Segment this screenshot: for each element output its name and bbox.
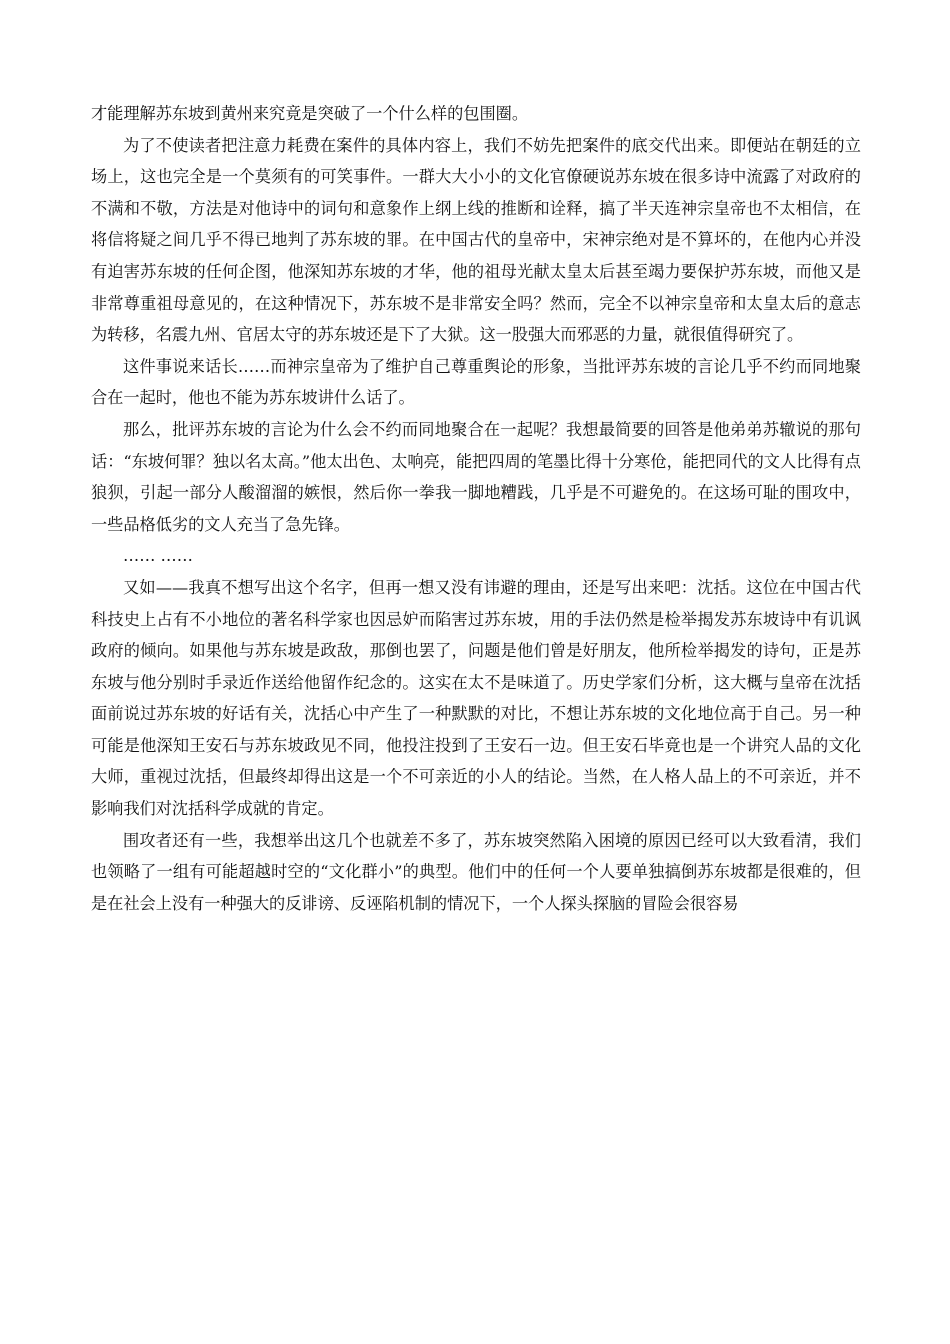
paragraph-ellipsis: …… …… bbox=[123, 546, 193, 566]
paragraph-why-criticism: 那么，批评苏东坡的言论为什么会不约而同地聚合在一起呢？我想最简要的回答是他弟弟苏辙说的那句话：“东坡何罪？独以名太高。”他太出色、太响亮，能把四周的笔墨比得十分寒伧，能把同代的文人比得有点狼狈，引起一部分人酸溜溜的嫉恨，然后你一拳我一脚地糟践，几乎是不可避免的。在这场可耻的围攻中，一些品格低劣的文人充当了急先锋。 bbox=[91, 419, 861, 534]
paragraph-attackers: 围攻者还有一些，我想举出这几个也就差不多了，苏东坡突然陷入困境的原因已经可以大致看清，我们也领略了一组有可能超越时空的“文化群小”的典型。他们中的任何一个人要单独搞倒苏东坡都是很难的，但是在社会上没有一种强大的反诽谤、反诬陷机制的情况下，一个人探头探脑的冒险会很容易 bbox=[91, 830, 861, 913]
paragraph-shen-kuo: 又如——我真不想写出这个名字，但再一想又没有讳避的理由，还是写出来吧：沈括。这位在中国古代科技史上占有不小地位的著名科学家也因忌妒而陷害过苏东坡，用的手法仍然是检举揭发苏东坡诗中有讥讽政府的倾向。如果他与苏东坡是政敌，那倒也罢了，问题是他们曾是好朋友，他所检举揭发的诗句，正是苏东坡与他分别时手录近作送给他留作纪念的。这实在太不是味道了。历史学家们分析，这大概与皇帝在沈括面前说过苏东坡的好话有关，沈括心中产生了一种默默的对比，不想让苏东坡的文化地位高于自己。另一种可能是他深知王安石与苏东坡政见不同，他投注投到了王安石一边。但王安石毕竟也是一个讲究人品的文化大师，重视过沈括，但最终却得出这是一个不可亲近的小人的结论。当然，在人格人品上的不可亲近，并不影响我们对沈括科学成就的肯定。 bbox=[91, 577, 861, 819]
paragraph-long-story: 这件事说来话长……而神宗皇帝为了维护自己尊重舆论的形象，当批评苏东坡的言论几乎不约而同地聚合在一起时，他也不能为苏东坡讲什么话了。 bbox=[91, 356, 861, 408]
paragraph-case-background: 为了不使读者把注意力耗费在案件的具体内容上，我们不妨先把案件的底交代出来。即便站在朝廷的立场上，这也完全是一个莫须有的可笑事件。一群大大小小的文化官僚硬说苏东坡在很多诗中流露了对政府的不满和不敬，方法是对他诗中的词句和意象作上纲上线的推断和诠释，搞了半天连神宗皇帝也不太相信，在将信将疑之间几乎不得已地判了苏东坡的罪。在中国古代的皇帝中，宋神宗绝对是不算坏的，在他内心并没有迫害苏东坡的任何企图，他深知苏东坡的才华，他的祖母光献太皇太后甚至竭力要保护苏东坡，而他又是非常尊重祖母意见的，在这种情况下，苏东坡不是非常安全吗？然而，完全不以神宗皇帝和太皇太后的意志为转移，名震九州、官居太守的苏东坡还是下了大狱。这一股强大而邪恶的力量，就很值得研究了。 bbox=[91, 135, 861, 345]
document-page bbox=[91, 98, 861, 919]
paragraph-continuation: 才能理解苏东坡到黄州来究竟是突破了一个什么样的包围圈。 bbox=[91, 104, 529, 123]
